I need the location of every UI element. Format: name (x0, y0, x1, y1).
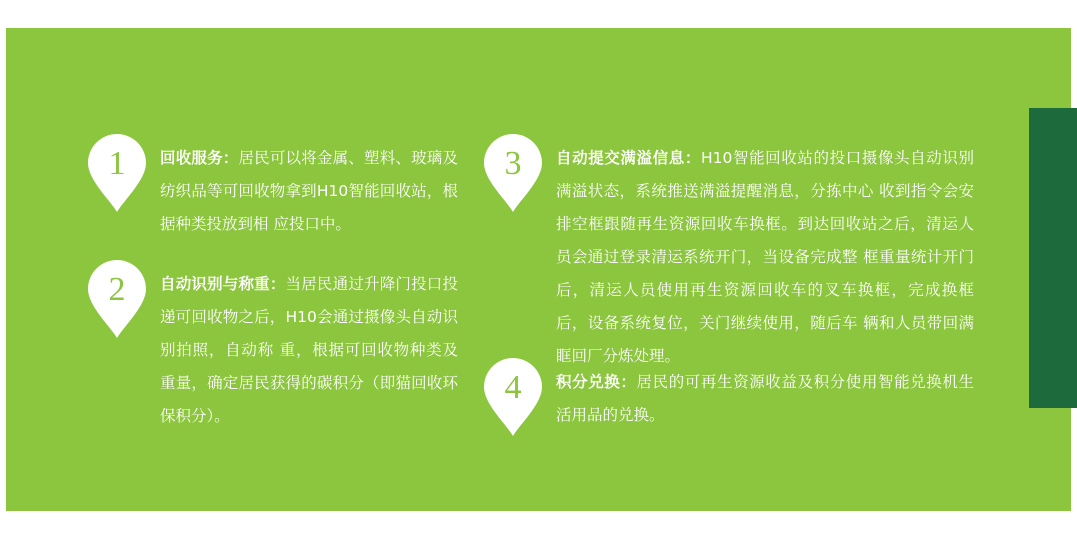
item-text (160, 142, 458, 241)
side-accent-tab (1029, 108, 1077, 408)
item-body: H10智能回收站的投口摄像头自动识别满溢状态，系统推送满溢提醒消息，分拣中心 收到指令会安排空框跟随再生资源回收车换框。到达回收站之后，清运人员会通过登录清运系统开门，当设备完成整 框重量统计开门后，清运人员使用再生资源回收车的叉车换框，完成换框后，设备系统复位，关门继续使用，随后车 辆和人员带回满眶回厂分炼处理。 (556, 149, 974, 365)
map-pin-icon (484, 358, 542, 436)
item-body: 当居民通过升降门投口投递可回收物之后，H10会通过摄像头自动识别拍照，自动称 重，根据可回收物种类及重量，确定居民获得的碳积分（即猫回收环保积分）。 (160, 275, 458, 425)
map-pin-icon (88, 260, 146, 338)
item-text (160, 268, 458, 433)
left-column (88, 28, 488, 511)
content-area (6, 28, 1071, 511)
item-text (556, 142, 974, 373)
map-pin-icon (484, 134, 542, 212)
item-number: 4 (504, 369, 522, 406)
map-pin-icon (88, 134, 146, 212)
item-number: 3 (504, 145, 522, 182)
green-panel (6, 28, 1071, 511)
item-text (556, 366, 974, 432)
item-body: 居民可以将金属、塑料、玻璃及纺织品等可回收物拿到H10智能回收站，根据种类投放到相 应投口中。 (160, 149, 458, 233)
item-number: 1 (108, 145, 126, 182)
item-title: 回收服务： (160, 149, 239, 167)
item-title: 自动识别与称重： (160, 275, 286, 293)
item-number: 2 (108, 271, 126, 308)
right-column (484, 28, 1004, 511)
item-title: 自动提交满溢信息： (556, 149, 701, 167)
item-title: 积分兑换： (556, 373, 637, 391)
item-body: 居民的可再生资源收益及积分使用智能兑换机生活用品的兑换。 (556, 373, 974, 424)
